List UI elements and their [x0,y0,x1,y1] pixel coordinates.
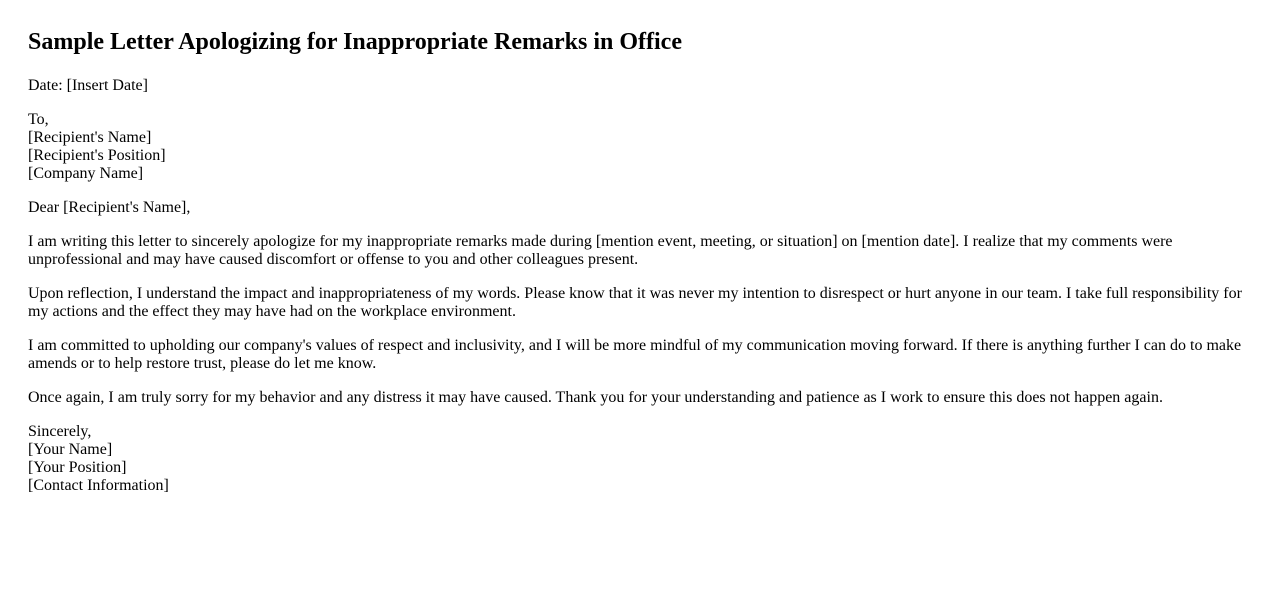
closing-block [28,423,1250,495]
company-name: [Company Name] [28,165,144,182]
body-paragraph-3: I am committed to upholding our company's values of respect and inclusivity, and I will be more mindful of my communication moving forward. If there is anything further I can do to make amends or to help restore trust, please do let me know. [28,337,1242,372]
contact-information: [Contact Information] [28,477,169,494]
your-name: [Your Name] [28,441,113,458]
date-line: Date: [Insert Date] [28,77,148,94]
recipient-position: [Recipient's Position] [28,147,166,164]
your-position: [Your Position] [28,459,127,476]
page-title: Sample Letter Apologizing for Inappropriate Remarks in Office [28,29,682,55]
recipient-name: [Recipient's Name] [28,129,152,146]
salutation: Dear [Recipient's Name], [28,199,191,216]
recipient-address-block [28,111,1250,183]
body-paragraph-1: I am writing this letter to sincerely apologize for my inappropriate remarks made during [mention event, meeting, or situation] on [mention date]. I realize that my comments were unprofessional and may have caused discomfort or offense to you and other colleagues present. [28,233,1173,268]
body-paragraph-2: Upon reflection, I understand the impact and inappropriateness of my words. Please know that it was never my intention to disrespect or hurt anyone in our team. I take full responsibility for my actions and the effect they may have had on the workplace environment. [28,285,1242,320]
body-paragraph-4: Once again, I am truly sorry for my behavior and any distress it may have caused. Thank you for your understanding and patience as I work to ensure this does not happen again. [28,389,1163,406]
sign-off: Sincerely, [28,423,92,440]
address-to: To, [28,111,49,128]
